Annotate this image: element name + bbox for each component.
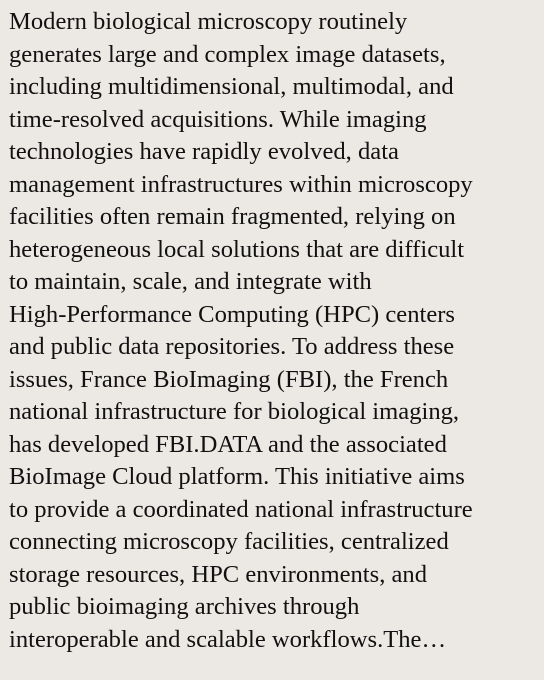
abstract-line: generates large and complex image datasets,	[9, 40, 446, 68]
abstract-line: BioImage Cloud platform. This initiative aims	[9, 463, 465, 490]
abstract-line: technologies have rapidly evolved, data	[9, 138, 399, 165]
abstract-line: including multidimensional, multimodal, and	[9, 73, 454, 100]
abstract-line: national infrastructure for biological imaging,	[9, 398, 460, 425]
abstract-line: connecting microscopy facilities, centralized	[9, 528, 449, 555]
abstract-line: and public data repositories. To address these	[9, 333, 455, 360]
abstract-line: High-Performance Computing (HPC) centers	[9, 300, 456, 328]
abstract-line: public bioimaging archives through	[9, 593, 360, 620]
abstract-line: has developed FBI.DATA and the associated	[9, 430, 447, 458]
abstract-line: issues, France BioImaging (FBI), the French	[9, 365, 449, 393]
abstract-line: Modern biological microscopy routinely	[9, 8, 408, 35]
abstract-line: storage resources, HPC environments, and	[9, 560, 427, 588]
abstract-line: facilities often remain fragmented, relying on	[9, 203, 456, 230]
abstract-text	[9, 6, 534, 656]
abstract-line: management infrastructures within microscopy	[9, 170, 473, 198]
abstract-line: time-resolved acquisitions. While imaging	[9, 105, 427, 133]
abstract-line: to provide a coordinated national infrastructure	[9, 495, 473, 523]
abstract-line: to maintain, scale, and integrate with	[9, 268, 372, 295]
abstract-line: interoperable and scalable workflows.The…	[9, 625, 447, 653]
abstract-line: heterogeneous local solutions that are difficult	[9, 235, 465, 263]
